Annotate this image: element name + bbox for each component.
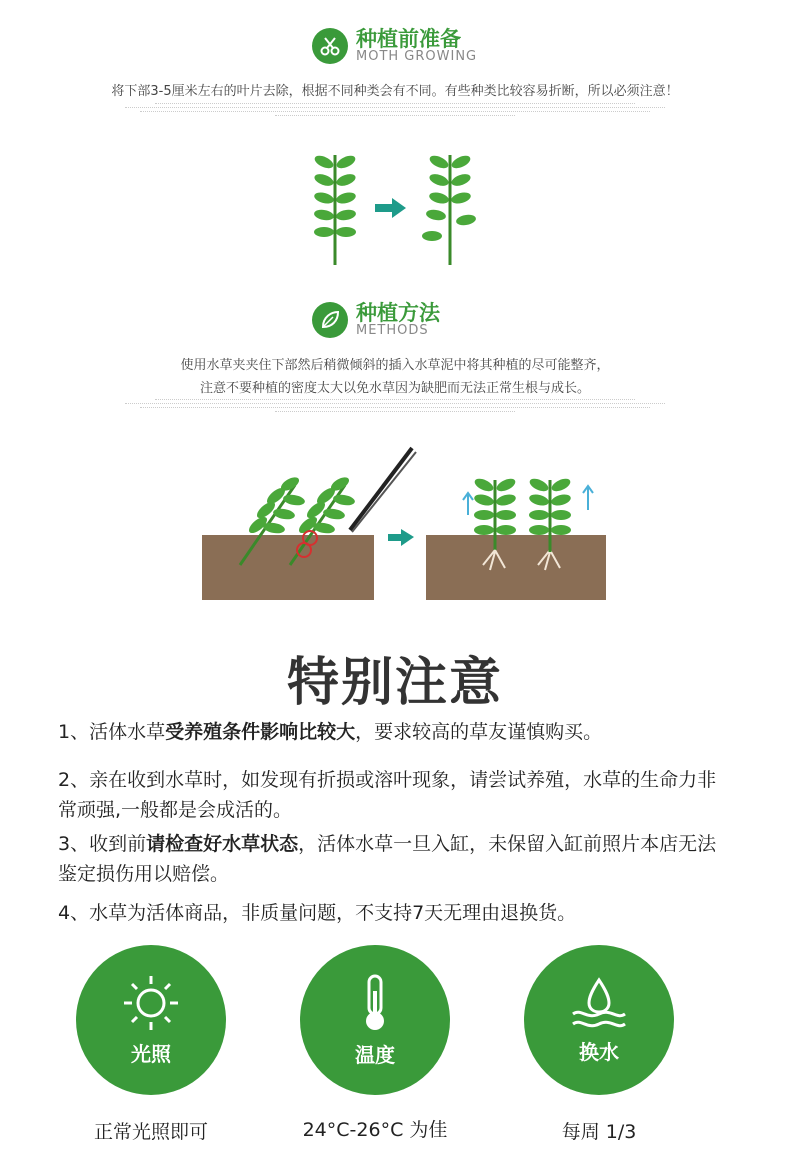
- arrow-icon: [388, 529, 414, 546]
- section-description: 将下部3-5厘米左右的叶片去除，根据不同种类会有不同。有些种类比较容易折断，所以必须注意！: [111, 84, 679, 99]
- fine-print-lines: [115, 100, 675, 119]
- section-subtitle: MOTH GROWING: [356, 49, 478, 64]
- care-caption-water: 每周 1/3: [561, 1121, 637, 1143]
- care-label: 光照: [131, 1041, 171, 1066]
- section-header-preparation: [312, 28, 477, 64]
- plant-before: [313, 153, 357, 265]
- care-caption-temperature: 24°C-26°C 为佳: [302, 1119, 448, 1141]
- section-description-line2: 注意不要种植的密度太大以免水草因为缺肥而无法正常生根与成长。: [199, 381, 590, 396]
- water-icon: [569, 976, 629, 1030]
- section-description-line1: 使用水草夹夹住下部然后稍微倾斜的插入水草泥中将其种植的尽可能整齐，: [180, 358, 610, 373]
- planting-illustration: [200, 440, 610, 605]
- thermometer-icon: [355, 973, 395, 1033]
- fine-print-lines: [115, 396, 675, 415]
- notice-item-3: 3、收到前请检查好水草状态，活体水草一旦入缸，未保留入缸前照片本店无法鉴定损伤用以赔偿。: [58, 833, 717, 885]
- notice-item-2: 2、亲在收到水草时，如发现有折损或溶叶现象，请尝试养殖，水草的生命力非常顽强,一般都是会成活的。: [58, 769, 717, 821]
- care-water: [524, 945, 674, 1095]
- care-temperature: [300, 945, 450, 1095]
- section-title: 种植方法: [356, 301, 440, 325]
- section-subtitle: METHODS: [356, 323, 429, 338]
- care-label: 换水: [579, 1039, 619, 1064]
- section-title: 种植前准备: [356, 27, 461, 51]
- care-light: [76, 945, 226, 1095]
- care-caption-light: 正常光照即可: [93, 1121, 208, 1143]
- section-header-methods: [312, 302, 440, 338]
- tweezers-icon: [350, 448, 416, 532]
- arrow-icon: [375, 198, 406, 218]
- plant-after: [422, 153, 477, 265]
- leaf-icon: [312, 302, 348, 338]
- scissors-icon: [312, 28, 348, 64]
- notice-item-1: 1、活体水草受养殖条件影响比较大，要求较高的草友谨慎购买。: [58, 721, 603, 743]
- sun-icon: [122, 974, 180, 1032]
- notice-title: 特别注意: [286, 653, 503, 713]
- soil-after: [426, 535, 606, 600]
- soil-before: [202, 535, 374, 600]
- care-label: 温度: [355, 1042, 395, 1067]
- notice-item-4: 4、水草为活体商品，非质量问题，不支持7天无理由退换货。: [58, 902, 577, 924]
- leaf-removal-illustration: [300, 150, 500, 270]
